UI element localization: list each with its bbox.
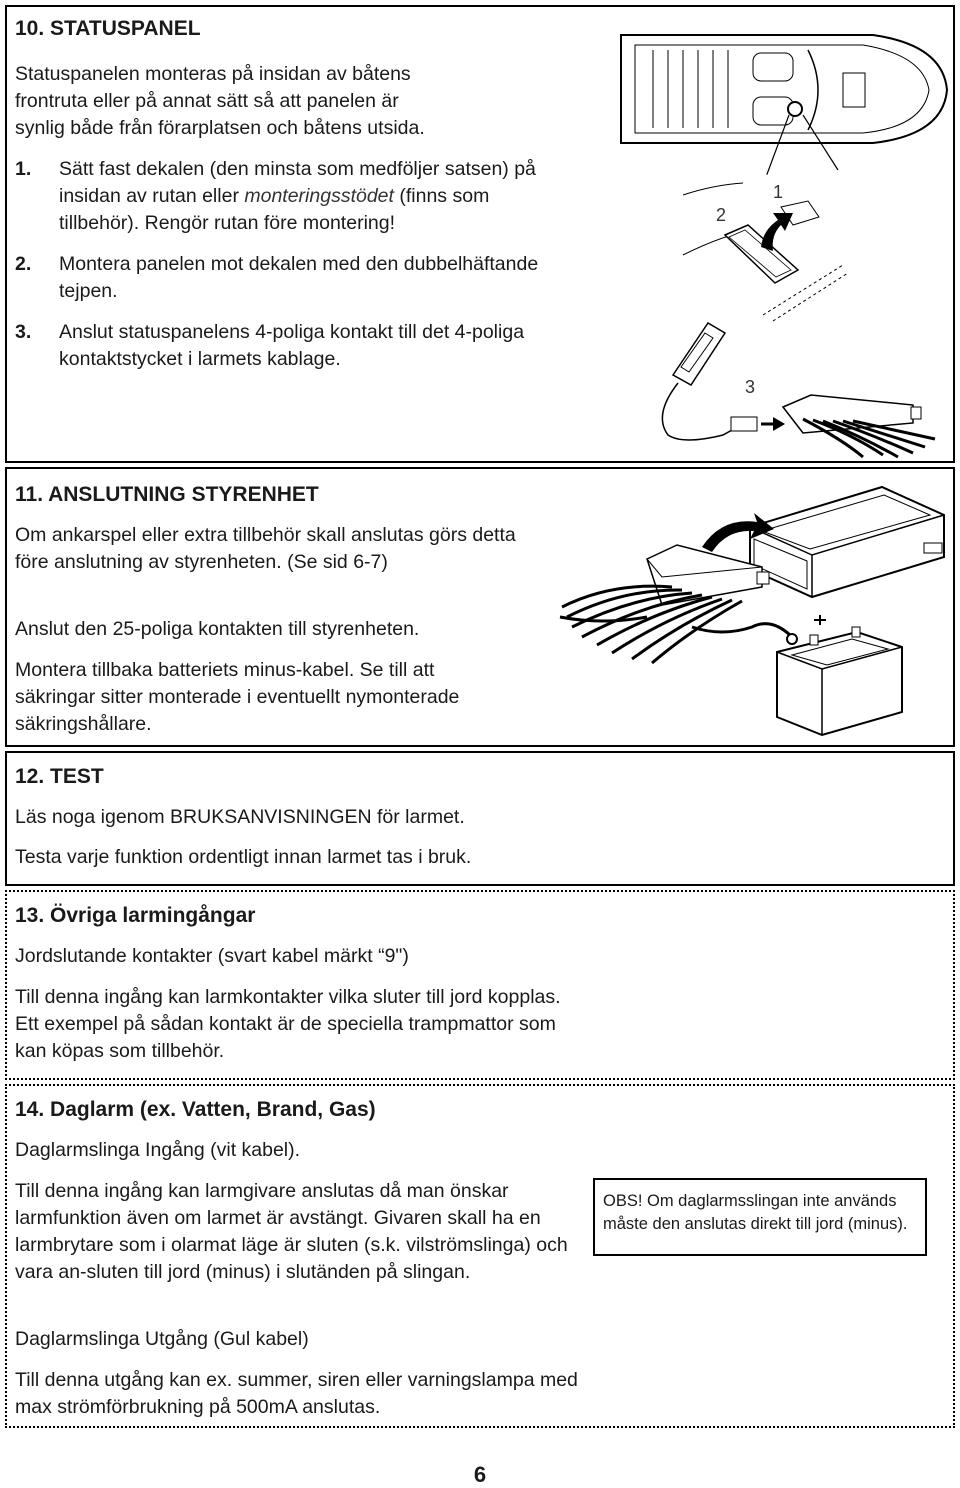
section-11-p1: Om ankarspel eller extra tillbehör skall anslutas görs detta före anslutning av styrenheten. (Se sid 6-7): [15, 524, 516, 573]
section-14-p4: Till denna utgång kan ex. summer, siren eller varningslampa med max strömförbrukning på 500mA anslutas.: [15, 1369, 578, 1418]
section-10-intro: Statuspanelen monteras på insidan av båtens frontruta eller på annat sätt så att panelen är synlig både från förarplatsen och båtens utsida.: [15, 63, 425, 139]
section-11-p2: Anslut den 25-poliga kontakten till styrenheten.: [15, 618, 420, 640]
fig-label-3: 3: [745, 377, 756, 397]
obs-note: [593, 1178, 927, 1256]
list-item: [15, 156, 539, 237]
item-number: 1.: [15, 158, 32, 180]
section-12-title: 12. TEST: [15, 765, 104, 788]
section-10: [5, 5, 955, 463]
section-12-p1: Läs noga igenom BRUKSANVISNINGEN för larmet.: [15, 806, 465, 828]
item-number: 3.: [15, 321, 32, 343]
page-number: 6: [473, 1462, 487, 1487]
item-emphasis: monteringsstödet: [244, 185, 394, 207]
item-text: Anslut statuspanelens 4-poliga kontakt till det 4-poliga kontaktstycket i larmets kablage.: [59, 321, 525, 370]
list-item: [15, 319, 539, 373]
section-12-p2: Testa varje funktion ordentligt innan larmet tas i bruk.: [15, 846, 472, 868]
section-14-p1: Daglarmslinga Ingång (vit kabel).: [15, 1139, 301, 1161]
section-14-p3: Daglarmslinga Utgång (Gul kabel): [15, 1328, 309, 1350]
section-14-title: 14. Daglarm (ex. Vatten, Brand, Gas): [15, 1098, 376, 1121]
section-11-title: 11. ANSLUTNING STYRENHET: [15, 483, 319, 506]
control-unit-illustration: [552, 477, 952, 742]
item-number: 2.: [15, 253, 32, 275]
section-13: [5, 890, 955, 1080]
obs-note-text: OBS! Om daglarmsslingan inte används måste den anslutas direkt till jord (minus).: [603, 1192, 908, 1233]
fig-label-2: 2: [716, 205, 727, 225]
section-13-p2: Till denna ingång kan larmkontakter vilka sluter till jord kopplas. Ett exempel på sådan kontakt är de speciella trampmattor som kan köpas som tillbehör.: [15, 986, 561, 1062]
section-14-p2: Till denna ingång kan larmgivare anslutas då man önskar larmfunktion även om larmet är avstängt. Givaren skall ha en larmbrytare som i olarmat läge är sluten (s.k. vilströmslinga) och vara an-sluten till jord (minus) i slutänden på slingan.: [15, 1180, 568, 1283]
item-text: Montera panelen mot dekalen med den dubbelhäftande tejpen.: [59, 253, 539, 302]
section-14: [5, 1084, 955, 1428]
section-13-p1: Jordslutande kontakter (svart kabel märkt “9"): [15, 945, 409, 967]
section-11: [5, 467, 955, 747]
item-text: (finns som tillbehör). Rengör rutan före montering!: [59, 185, 490, 234]
item-text: Sätt fast dekalen (den minsta som medföljer satsen) på insidan av rutan eller: [59, 158, 536, 207]
section-13-title: 13. Övriga larmingångar: [15, 904, 256, 927]
section-11-p3: Montera tillbaka batteriets minus-kabel. Se till att säkringar sitter monterade i eventuellt nymonterade säkringshållare.: [15, 659, 460, 735]
fig-label-1: 1: [773, 182, 784, 202]
section-12: [5, 751, 955, 886]
boat-installation-illustration: [613, 15, 949, 460]
list-item: [15, 251, 539, 305]
section-10-title: 10. STATUSPANEL: [15, 17, 201, 40]
